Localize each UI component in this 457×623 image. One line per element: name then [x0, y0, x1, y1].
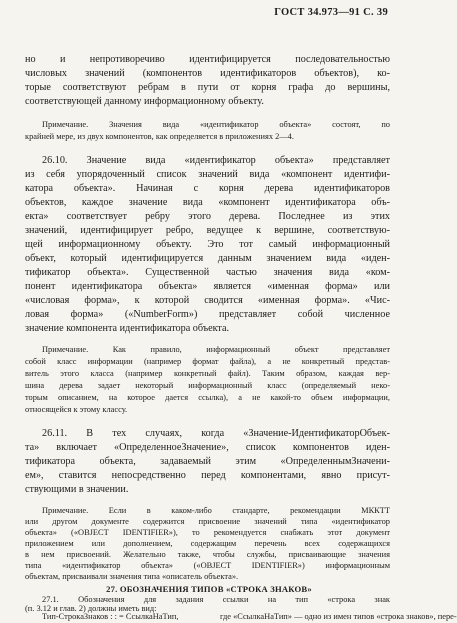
text-line: где «СсылкаНаТип» — одно из имен типов «строка знаков», пере- — [220, 612, 457, 621]
page-header: ГОСТ 34.973—91 С. 39 — [274, 7, 388, 18]
note-line: в нем присвоений. Желательно также, чтобы службы, присваивающие значения — [25, 550, 390, 559]
text-line: значение компонента идентификатора объекта. — [25, 323, 230, 334]
text-line: та» включает «ОпределенноеЗначение», список компонентов иден- — [25, 442, 390, 453]
note-line: относящейся к этому классу. — [25, 405, 128, 414]
note-line: Примечание. Значения вида «идентификатор объекта» состоят, по — [42, 120, 390, 129]
text-line: но и непротиворечиво идентифицируется последовательностью — [25, 54, 390, 65]
text-line: объектов, каждое значение вида «компонент идентификатора объ- — [25, 197, 390, 208]
note-line: типа «идентификатор объекта» («OBJECT IDENTIFIER») информационным — [25, 561, 390, 570]
text-line: числовых значений (компонентов идентификаторов объектов), ко- — [25, 68, 390, 79]
text-line: понент идентификатора объекта» является «именная форма» или — [25, 281, 390, 292]
text-line: объект, который идентифицируется данным значением вида «иден- — [25, 253, 390, 264]
note-line: крайней мере, из двух компонентов, как определяется в приложениях 2—4. — [25, 132, 294, 141]
note-line: приложением или дополнением, содержащим перечень всех содержащихся — [25, 539, 390, 548]
section-title: 27. ОБОЗНАЧЕНИЯ ТИПОВ «СТРОКА ЗНАКОВ» — [106, 584, 312, 594]
text-line: екта» соответствует ребру этого дерева. Последнее из этих — [25, 211, 390, 222]
note-line: или другом документе содержится присвоение значений типа «идентификатор — [25, 517, 390, 526]
note-line: Примечание. Если в каком-либо стандарте, рекомендации МККТТ — [42, 506, 390, 515]
text-line: катора объекта». Начиная с корня дерева идентификаторов — [25, 183, 390, 194]
code-line: Тип-СтрокаЗнаков : : = СсылкаНаТип, — [42, 612, 179, 621]
text-line: 26.11. В тех случаях, когда «Значение-ИдентификаторОбъек- — [42, 428, 390, 439]
text-line: тификатор объекта». Существенной частью значения вида «ком- — [25, 267, 390, 278]
text-line: тификатора объекта, задаваемый этим «ОпределеннымЗначени- — [25, 456, 390, 467]
text-line: ловая форма» («NumberForm») представляет собой численное — [25, 309, 390, 320]
text-line: из себя упорядоченный список значений вида «компонент идентифи- — [25, 169, 390, 180]
text-line: ствующими в значении. — [25, 484, 129, 495]
text-line: значений, идентифицирует ребро, ведущее к вершине, соответствую- — [25, 225, 390, 236]
text-line: соответствующей данному информационному объекту. — [25, 96, 264, 107]
note-line: объекта» («OBJECT IDENTIFIER»), то рекомендуется снабжать этот документ — [25, 528, 390, 537]
note-line: торым описанием, на которое дается ссылка), а не какой-то объем информации, — [25, 393, 390, 402]
text-line: ем», ставится непосредственно перед компонентами, явно присут- — [25, 470, 390, 481]
note-line: шина дерева задает некоторый информационный класс (определяемый неко- — [25, 381, 390, 390]
note-line: объектам, присваивали значения типа «описатель объекта». — [25, 572, 239, 581]
text-line: (п. 3.12 и глав. 2) должны иметь вид: — [25, 604, 157, 613]
text-line: щей информационному объекту. Это тот самый информационный — [25, 239, 390, 250]
text-line: «числовая форма», к которой сводится «именная форма». «Чис- — [25, 295, 390, 306]
note-line: собой класс информации (например формат файла), а не конкретный представ- — [25, 357, 390, 366]
text-line: 27.1. Обозначения для задания ссылки на тип «строка знак — [42, 595, 390, 604]
note-line: витель этого класса (например конкретный файл). Таким образом, каждая вер- — [25, 369, 390, 378]
text-line: торые соответствуют ребрам в пути от корня графа до вершины, — [25, 82, 390, 93]
note-line: Примечание. Как правило, информационный объект представляет — [42, 345, 390, 354]
text-line: 26.10. Значение вида «идентификатор объекта» представляет — [42, 155, 390, 166]
